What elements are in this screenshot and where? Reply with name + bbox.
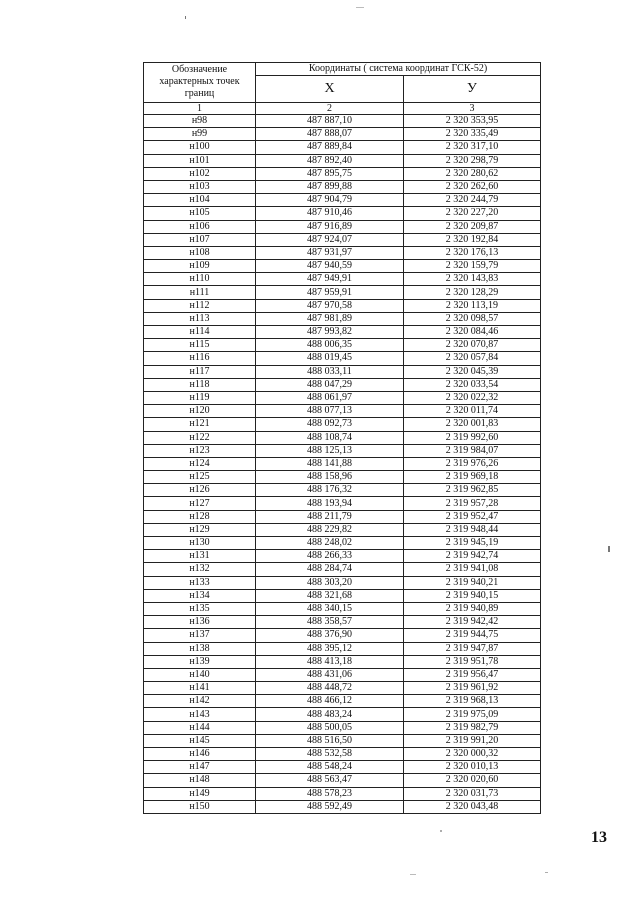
point-id-cell: н119 [144,391,256,404]
table-row [144,444,541,457]
point-id-cell: н126 [144,484,256,497]
y-coordinate-cell: 2 319 940,89 [404,602,541,615]
point-id-cell: н109 [144,260,256,273]
x-coordinate-cell: 488 563,47 [256,774,404,787]
point-id-cell: н148 [144,774,256,787]
table-row [144,154,541,167]
table-row [144,431,541,444]
x-coordinate-cell: 487 895,75 [256,167,404,180]
y-coordinate-cell: 2 320 317,10 [404,141,541,154]
x-coordinate-cell: 488 395,12 [256,642,404,655]
point-id-cell: н114 [144,326,256,339]
x-coordinate-cell: 487 949,91 [256,273,404,286]
x-coordinate-cell: 488 284,74 [256,563,404,576]
table-row [144,510,541,523]
column-number: 2 [256,103,404,115]
point-id-cell: н133 [144,576,256,589]
page-number: 13 [591,829,607,846]
table-row [144,616,541,629]
point-id-cell: н134 [144,589,256,602]
y-coordinate-cell: 2 320 113,19 [404,299,541,312]
x-coordinate-cell: 488 483,24 [256,708,404,721]
x-coordinate-cell: 488 125,13 [256,444,404,457]
table-row [144,734,541,747]
table-row [144,246,541,259]
x-coordinate-cell: 488 006,35 [256,339,404,352]
table-row [144,312,541,325]
x-coordinate-cell: 488 077,13 [256,405,404,418]
x-coordinate-cell: 488 108,74 [256,431,404,444]
column-number: 3 [404,103,541,115]
x-coordinate-cell: 488 092,73 [256,418,404,431]
table-row [144,180,541,193]
y-coordinate-cell: 2 320 043,48 [404,800,541,813]
y-coordinate-cell: 2 320 262,60 [404,180,541,193]
point-id-cell: н104 [144,194,256,207]
table-row [144,194,541,207]
y-coordinate-cell: 2 319 968,13 [404,695,541,708]
x-coordinate-cell: 488 047,29 [256,378,404,391]
point-id-cell: н101 [144,154,256,167]
y-coordinate-cell: 2 319 948,44 [404,523,541,536]
x-coordinate-cell: 488 141,88 [256,457,404,470]
table-row [144,457,541,470]
point-id-cell: н118 [144,378,256,391]
table-row [144,418,541,431]
point-id-cell: н139 [144,655,256,668]
table-row [144,299,541,312]
table-row [144,642,541,655]
table-row [144,537,541,550]
x-coordinate-cell: 487 910,46 [256,207,404,220]
point-id-cell: н132 [144,563,256,576]
y-coordinate-cell: 2 320 143,83 [404,273,541,286]
x-coordinate-cell: 488 592,49 [256,800,404,813]
point-id-cell: н103 [144,180,256,193]
x-coordinate-cell: 487 931,97 [256,246,404,259]
y-coordinate-cell: 2 319 984,07 [404,444,541,457]
table-row [144,655,541,668]
point-id-cell: н125 [144,471,256,484]
x-coordinate-cell: 488 500,05 [256,721,404,734]
coordinate-system-header: Координаты ( система координат ГСК-52) [256,63,541,76]
x-coordinate-cell: 487 887,10 [256,115,404,128]
x-coordinate-cell: 488 532,58 [256,748,404,761]
coordinates-table [143,62,541,814]
point-id-cell: н147 [144,761,256,774]
y-coordinate-cell: 2 320 335,49 [404,128,541,141]
x-coordinate-cell: 488 229,82 [256,523,404,536]
y-coordinate-cell: 2 320 159,79 [404,260,541,273]
scan-mark [356,7,364,8]
y-coordinate-cell: 2 319 976,26 [404,457,541,470]
table-row [144,668,541,681]
y-coordinate-cell: 2 319 940,15 [404,589,541,602]
x-coordinate-cell: 488 448,72 [256,682,404,695]
y-coordinate-cell: 2 319 952,47 [404,510,541,523]
table-row [144,286,541,299]
x-coordinate-cell: 487 899,88 [256,180,404,193]
table-row [144,550,541,563]
y-coordinate-cell: 2 320 098,57 [404,312,541,325]
table-row [144,128,541,141]
table-row [144,523,541,536]
point-id-cell: н123 [144,444,256,457]
scan-mark [545,872,548,873]
point-id-cell: н120 [144,405,256,418]
x-coordinate-cell: 488 266,33 [256,550,404,563]
table-row [144,695,541,708]
column-number: 1 [144,103,256,115]
y-coordinate-cell: 2 320 011,74 [404,405,541,418]
x-coordinate-cell: 488 248,02 [256,537,404,550]
x-coordinate-cell: 488 061,97 [256,391,404,404]
y-coordinate-cell: 2 319 962,85 [404,484,541,497]
point-id-cell: н136 [144,616,256,629]
point-id-cell: н130 [144,537,256,550]
table-row [144,787,541,800]
y-coordinate-cell: 2 319 941,08 [404,563,541,576]
y-coordinate-cell: 2 320 353,95 [404,115,541,128]
y-coordinate-cell: 2 319 992,60 [404,431,541,444]
point-id-cell: н142 [144,695,256,708]
point-id-cell: н129 [144,523,256,536]
point-id-cell: н128 [144,510,256,523]
table-row [144,708,541,721]
y-coordinate-cell: 2 319 945,19 [404,537,541,550]
y-coordinate-cell: 2 320 128,29 [404,286,541,299]
x-coordinate-cell: 487 970,58 [256,299,404,312]
point-id-cell: н98 [144,115,256,128]
y-coordinate-cell: 2 320 033,54 [404,378,541,391]
y-coordinate-cell: 2 320 192,84 [404,233,541,246]
table-row [144,141,541,154]
table-row [144,405,541,418]
scan-mark [185,16,186,19]
y-coordinate-cell: 2 320 209,87 [404,220,541,233]
y-coordinate-cell: 2 320 298,79 [404,154,541,167]
table-row [144,326,541,339]
column-number-row [144,103,541,115]
x-coordinate-cell: 487 959,91 [256,286,404,299]
table-row [144,682,541,695]
y-coordinate-cell: 2 320 031,73 [404,787,541,800]
point-id-cell: н135 [144,602,256,615]
point-id-cell: н131 [144,550,256,563]
x-coordinate-cell: 488 303,20 [256,576,404,589]
y-coordinate-cell: 2 320 244,79 [404,194,541,207]
scan-mark [608,546,610,552]
y-coordinate-cell: 2 319 951,78 [404,655,541,668]
point-id-cell: н115 [144,339,256,352]
y-coordinate-cell: 2 319 991,20 [404,734,541,747]
x-coordinate-cell: 488 340,15 [256,602,404,615]
table-row [144,774,541,787]
table-row [144,629,541,642]
point-id-cell: н141 [144,682,256,695]
x-coordinate-cell: 488 431,06 [256,668,404,681]
x-coordinate-cell: 488 413,18 [256,655,404,668]
y-coordinate-cell: 2 319 944,75 [404,629,541,642]
table-row [144,576,541,589]
y-coordinate-cell: 2 320 022,32 [404,391,541,404]
table-row [144,273,541,286]
point-id-cell: н113 [144,312,256,325]
point-id-cell: н149 [144,787,256,800]
y-coordinate-cell: 2 320 084,46 [404,326,541,339]
table-row [144,233,541,246]
point-id-cell: н99 [144,128,256,141]
x-coordinate-cell: 488 033,11 [256,365,404,378]
x-coordinate-cell: 488 516,50 [256,734,404,747]
point-id-cell: н107 [144,233,256,246]
x-coordinate-cell: 488 211,79 [256,510,404,523]
point-id-cell: н102 [144,167,256,180]
y-coordinate-cell: 2 319 947,87 [404,642,541,655]
y-coordinate-cell: 2 320 227,20 [404,207,541,220]
point-id-cell: н117 [144,365,256,378]
x-coordinate-cell: 488 321,68 [256,589,404,602]
x-coordinate-cell: 488 176,32 [256,484,404,497]
point-id-cell: н137 [144,629,256,642]
y-coordinate-cell: 2 320 057,84 [404,352,541,365]
x-coordinate-cell: 487 940,59 [256,260,404,273]
table-row [144,352,541,365]
coordinates-table-body [144,115,541,814]
x-coordinate-cell: 487 904,79 [256,194,404,207]
scan-mark [410,874,416,875]
table-row [144,365,541,378]
point-id-cell: н106 [144,220,256,233]
point-id-cell: н100 [144,141,256,154]
x-coordinate-cell: 488 158,96 [256,471,404,484]
table-row [144,115,541,128]
y-coordinate-cell: 2 319 942,74 [404,550,541,563]
point-designation-header: Обозначение характерных точек границ [144,63,256,103]
point-id-cell: н111 [144,286,256,299]
x-column-header: Х [256,76,404,103]
point-id-cell: н140 [144,668,256,681]
point-id-cell: н112 [144,299,256,312]
point-id-cell: н108 [144,246,256,259]
point-id-cell: н105 [144,207,256,220]
y-coordinate-cell: 2 319 975,09 [404,708,541,721]
point-id-cell: н150 [144,800,256,813]
point-id-cell: н121 [144,418,256,431]
table-row [144,391,541,404]
point-id-cell: н146 [144,748,256,761]
y-coordinate-cell: 2 320 020,60 [404,774,541,787]
point-id-cell: н122 [144,431,256,444]
x-coordinate-cell: 487 993,82 [256,326,404,339]
point-id-cell: н124 [144,457,256,470]
table-row [144,378,541,391]
x-coordinate-cell: 488 358,57 [256,616,404,629]
x-coordinate-cell: 487 924,07 [256,233,404,246]
y-coordinate-cell: 2 319 982,79 [404,721,541,734]
y-coordinate-cell: 2 319 961,92 [404,682,541,695]
x-coordinate-cell: 487 916,89 [256,220,404,233]
table-row [144,602,541,615]
table-row [144,761,541,774]
table-row [144,589,541,602]
x-coordinate-cell: 488 193,94 [256,497,404,510]
y-coordinate-cell: 2 319 956,47 [404,668,541,681]
y-coordinate-cell: 2 320 280,62 [404,167,541,180]
x-coordinate-cell: 487 889,84 [256,141,404,154]
scan-mark [440,830,442,832]
x-coordinate-cell: 488 376,90 [256,629,404,642]
x-coordinate-cell: 487 888,07 [256,128,404,141]
table-row [144,260,541,273]
point-id-cell: н116 [144,352,256,365]
point-id-cell: н145 [144,734,256,747]
y-coordinate-cell: 2 319 957,28 [404,497,541,510]
table-row [144,167,541,180]
y-coordinate-cell: 2 320 070,87 [404,339,541,352]
y-coordinate-cell: 2 319 940,21 [404,576,541,589]
table-row [144,497,541,510]
y-coordinate-cell: 2 319 942,42 [404,616,541,629]
x-coordinate-cell: 488 019,45 [256,352,404,365]
x-coordinate-cell: 487 981,89 [256,312,404,325]
point-id-cell: н127 [144,497,256,510]
table-row [144,563,541,576]
table-row [144,207,541,220]
table-row [144,800,541,813]
point-id-cell: н144 [144,721,256,734]
table-row [144,339,541,352]
x-coordinate-cell: 488 578,23 [256,787,404,800]
point-id-cell: н138 [144,642,256,655]
y-coordinate-cell: 2 319 969,18 [404,471,541,484]
y-coordinate-cell: 2 320 045,39 [404,365,541,378]
table-row [144,220,541,233]
y-coordinate-cell: 2 320 001,83 [404,418,541,431]
table-row [144,484,541,497]
y-coordinate-cell: 2 320 176,13 [404,246,541,259]
x-coordinate-cell: 488 548,24 [256,761,404,774]
table-row [144,471,541,484]
x-coordinate-cell: 488 466,12 [256,695,404,708]
point-id-cell: н143 [144,708,256,721]
y-coordinate-cell: 2 320 010,13 [404,761,541,774]
point-id-cell: н110 [144,273,256,286]
y-coordinate-cell: 2 320 000,32 [404,748,541,761]
table-row [144,748,541,761]
y-column-header: У [404,76,541,103]
table-row [144,721,541,734]
x-coordinate-cell: 487 892,40 [256,154,404,167]
